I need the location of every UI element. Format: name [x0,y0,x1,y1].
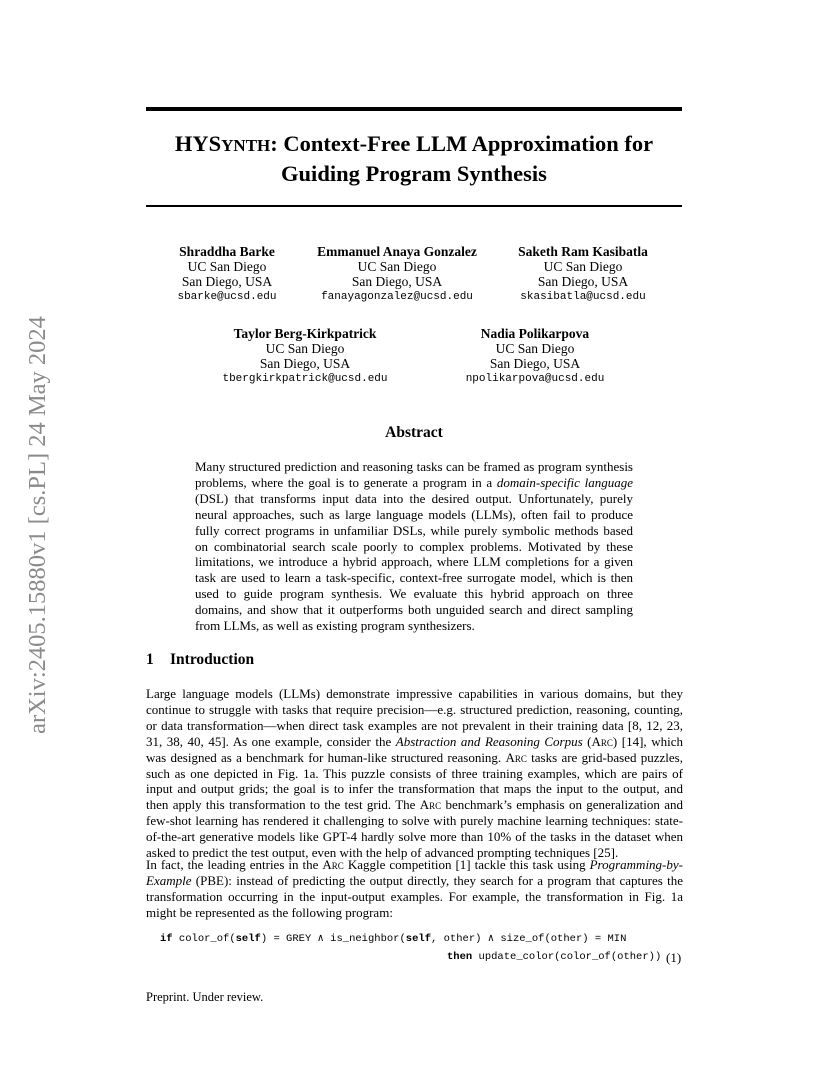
author-affiliation: UC San Diego [357,259,437,274]
section-heading [146,651,254,669]
author-name: Saketh Ram Kasibatla [518,244,648,259]
author-location: San Diego, USA [489,356,581,371]
section-number: 1 [146,651,154,668]
author-name: Emmanuel Anaya Gonzalez [317,244,477,259]
program-line-2: then update_color(color_of(other)) [447,951,662,963]
section-title: Introduction [170,651,255,668]
arxiv-identifier: arXiv:2405.15880v1 [cs.PL] 24 May 2024 [24,316,51,734]
author-email[interactable]: sbarke@ucsd.edu [177,291,277,303]
paper-title: HYSYNTH: Context-Free LLM Approximation for Guiding Program Synthesis [174,131,654,186]
author-block [200,326,410,387]
author-affiliation: UC San Diego [495,341,575,356]
author-block [147,244,307,305]
intro-paragraph: In fact, the leading entries in the Arc Kaggle competition [1] tackle this task using Programming-by-Example (PBE): instead of predicting the output directly, they search for a program that captures the transformation occurring in the input-output examples. For example, the transformation in Fig. 1a might be represented as the following program: [146,857,683,920]
author-block [493,244,673,305]
author-block [297,244,497,305]
author-location: San Diego, USA [259,356,351,371]
footer-note: Preprint. Under review. [146,990,264,1004]
author-location: San Diego, USA [351,274,443,289]
title-top-rule [146,107,682,111]
author-name: Taylor Berg-Kirkpatrick [233,326,377,341]
equation-number: (1) [666,950,682,965]
author-email[interactable]: skasibatla@ucsd.edu [520,291,646,303]
program-line-1: if color_of(self) = GREY ∧ is_neighbor(self, other) ∧ size_of(other) = MIN [160,933,627,945]
author-email[interactable]: tbergkirkpatrick@ucsd.edu [222,373,388,385]
author-location: San Diego, USA [537,274,629,289]
author-affiliation: UC San Diego [265,341,345,356]
author-location: San Diego, USA [181,274,273,289]
abstract-heading: Abstract [385,424,443,441]
author-name: Nadia Polikarpova [480,326,590,341]
abstract-body: Many structured prediction and reasoning tasks can be framed as program synthesis problems, where the goal is to generate a program in a domain-specific language (DSL) that transforms input data into the desired output. Unfortunately, purely neural approaches, such as large language models (LLMs), often fail to produce fully correct programs in unfamiliar DSLs, while purely symbolic methods based on combinatorial search scale poorly to complex problems. Motivated by these limitations, we introduce a hybrid approach, where LLM completions for a given task are used to learn a task-specific, context-free surrogate model, which is then used to guide program synthesis. We evaluate this hybrid approach on three domains, and show that it outperforms both unguided search and direct sampling from LLMs, as well as existing program synthesizers. [195,459,633,634]
author-affiliation: UC San Diego [543,259,623,274]
author-email[interactable]: npolikarpova@ucsd.edu [465,373,605,385]
intro-paragraph: Large language models (LLMs) demonstrate impressive capabilities in various domains, but they continue to struggle with tasks that require precision—e.g. structured prediction, reasoning, counting, or data transformation—when direct task examples are not prevalent in their training data [8, 12, 23, 31, 38, 40, 45]. As one example, consider the Abstraction and Reasoning Corpus (Arc) [14], which was designed as a benchmark for human-like structured reasoning. Arc tasks are grid-based puzzles, such as one depicted in Fig. 1a. This puzzle consists of three training examples, which are pairs of input and output grids; the goal is to infer the transformation that maps the input to the output, and then apply this transformation to the test grid. The Arc benchmark’s emphasis on generalization and few-shot learning has rendered it challenging to solve with purely machine learning techniques: state-of-the-art generative models like GPT-4 hardly solve more than 10% of the tasks in the dataset when asked to predict the test output, even with the help of advanced prompting techniques [25]. [146,686,683,861]
author-name: Shraddha Barke [179,244,275,259]
author-email[interactable]: fanayagonzalez@ucsd.edu [321,291,473,303]
author-block [445,326,625,387]
author-affiliation: UC San Diego [187,259,267,274]
title-bottom-rule [146,205,682,207]
arxiv-stamp [10,290,66,760]
